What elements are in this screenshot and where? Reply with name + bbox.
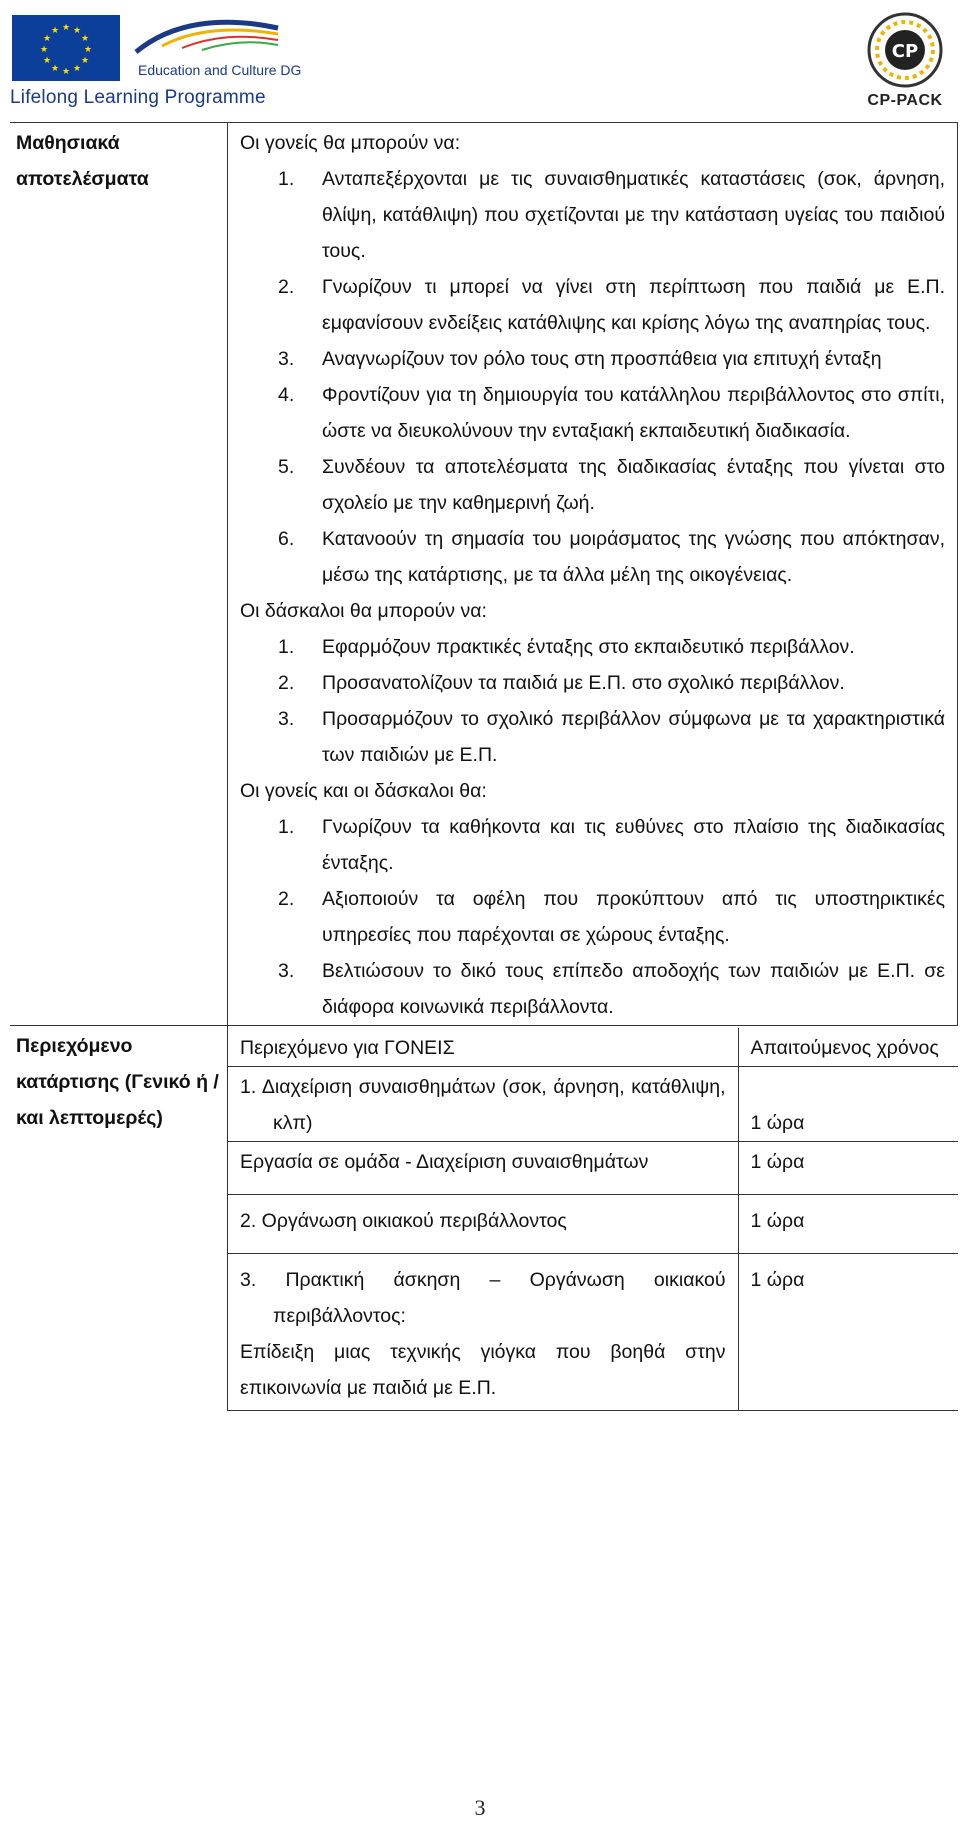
eu-llp-logo [10, 12, 302, 112]
svg-text:★: ★ [39, 45, 49, 55]
row-text: 3. Πρακτική άσκηση – Οργάνωση οικιακού περιβάλλοντος: [240, 1269, 726, 1327]
cp-pack-label: CP-PACK [867, 92, 943, 109]
list-item [278, 953, 945, 1025]
item-number: 3. [278, 960, 295, 982]
list-item [278, 269, 945, 341]
list-item [278, 809, 945, 881]
svg-text:★: ★ [50, 64, 60, 74]
training-content-row [10, 1026, 958, 1412]
svg-text:★: ★ [80, 34, 90, 44]
item-text: Αναγνωρίζουν τον ρόλο τους στη προσπάθεια για επιτυχή ένταξη [322, 348, 882, 370]
list-item [278, 629, 945, 665]
learning-outcomes-row [10, 123, 958, 1026]
eu-flag-icon [12, 15, 120, 81]
svg-text:★: ★ [83, 45, 93, 55]
item-text: Προσανατολίζουν τα παιδιά με Ε.Π. στο σχολικό περιβάλλον. [322, 672, 845, 694]
table-row [228, 1067, 958, 1142]
row-subtext: Επίδειξη μιας τεχνικής γιόγκα που βοηθά στην επικοινωνία με παιδιά με Ε.Π. [240, 1341, 726, 1399]
item-text: Γνωρίζουν τα καθήκοντα και τις ευθύνες στο πλαίσιο της διαδικασίας ένταξης. [322, 816, 945, 874]
svg-text:CP: CP [891, 41, 919, 62]
item-text: Βελτιώσουν το δικό τους επίπεδο αποδοχής των παιδιών με Ε.Π. σε διάφορα κοινωνικά περιβάλλοντα. [322, 960, 945, 1018]
svg-text:★: ★ [80, 56, 90, 66]
item-number: 4. [278, 384, 295, 406]
item-number: 2. [278, 888, 295, 910]
list-item [278, 665, 945, 701]
svg-text:★: ★ [42, 56, 52, 66]
list-item [278, 449, 945, 521]
time-header: Απαιτούμενος χρόνος [738, 1028, 958, 1067]
content-header: Περιεχόμενο για ΓΟΝΕΙΣ [228, 1028, 738, 1067]
teachers-outcomes-list [240, 629, 945, 773]
table-header-row [228, 1028, 958, 1067]
page-number: 3 [474, 1795, 486, 1820]
svg-text:★: ★ [72, 64, 82, 74]
parents-teachers-outcomes-list [240, 809, 945, 1025]
group-intro: Οι γονείς και οι δάσκαλοι θα: [240, 780, 487, 802]
cp-pack-emblem-icon [858, 10, 952, 90]
table-row [228, 1254, 958, 1411]
item-text: Προσαρμόζουν το σχολικό περιβάλλον σύμφωνα με τα χαρακτηριστικά των παιδιών με Ε.Π. [322, 708, 945, 766]
item-number: 1. [278, 816, 295, 838]
learning-outcomes-label: Μαθησιακά αποτελέσματα [10, 123, 228, 1026]
item-text: Γνωρίζουν τι μπορεί να γίνει στη περίπτωση που παιδιά με Ε.Π. εμφανίσουν ενδείξεις κατάθλιψης και κρίσης λόγω της αναπηρίας τους. [322, 276, 945, 334]
item-number: 6. [278, 528, 295, 550]
list-item [278, 521, 945, 593]
item-number: 3. [278, 708, 295, 730]
list-item [278, 701, 945, 773]
dg-label: Education and Culture DG [138, 62, 302, 78]
svg-text:★: ★ [61, 23, 71, 33]
row-time: 1 ώρα [738, 1142, 958, 1195]
item-number: 1. [278, 168, 295, 190]
training-content-label: Περιεχόμενο κατάρτισης (Γενικό ή / και λεπτομερές) [10, 1026, 228, 1412]
item-text: Φροντίζουν για τη δημιουργία του κατάλληλου περιβάλλοντος στο σπίτι, ώστε να διευκολύνουν την ενταξιακή εκπαιδευτική διαδικασία. [322, 384, 945, 442]
item-number: 3. [278, 348, 295, 370]
learning-outcomes-content [228, 123, 958, 1026]
row-time: 1 ώρα [738, 1067, 958, 1142]
item-text: Κατανοούν τη σημασία του μοιράσματος της γνώσης που απόκτησαν, μέσω της κατάρτισης, με τα άλλα μέλη της οικογένειας. [322, 528, 945, 586]
svg-text:★: ★ [42, 34, 52, 44]
row-time: 1 ώρα [738, 1195, 958, 1254]
row-text: Εργασία σε ομάδα - Διαχείριση συναισθημάτων [240, 1151, 649, 1173]
item-number: 1. [278, 636, 295, 658]
row-text: 1. Διαχείριση συναισθημάτων (σοκ, άρνηση, κατάθλιψη, κλπ) [240, 1076, 726, 1134]
swoosh-icon [132, 12, 282, 60]
item-text: Συνδέουν τα αποτελέσματα της διαδικασίας ένταξης που γίνεται στο σχολείο με την καθημερινή ζωή. [322, 456, 945, 514]
table-row [228, 1142, 958, 1195]
row-time: 1 ώρα [738, 1254, 958, 1411]
table-row [228, 1195, 958, 1254]
item-number: 2. [278, 276, 295, 298]
training-content-table [228, 1028, 958, 1411]
list-item [278, 377, 945, 449]
cp-pack-logo [858, 10, 952, 118]
group-intro: Οι γονείς θα μπορούν να: [240, 132, 461, 154]
program-label: Lifelong Learning Programme [10, 87, 266, 108]
list-item [278, 161, 945, 269]
list-item [278, 881, 945, 953]
module-table [10, 122, 958, 1411]
item-text: Ανταπεξέρχονται με τις συναισθηματικές καταστάσεις (σοκ, άρνηση, θλίψη, κατάθλιψη) που σχετίζονται με την κατάσταση υγείας του παιδιού τους. [322, 168, 945, 262]
training-content-cell [228, 1026, 958, 1412]
item-text: Εφαρμόζουν πρακτικές ένταξης στο εκπαιδευτικό περιβάλλον. [322, 636, 855, 658]
item-number: 2. [278, 672, 295, 694]
list-item [278, 341, 945, 377]
item-number: 5. [278, 456, 295, 478]
row-text: 2. Οργάνωση οικιακού περιβάλλοντος [228, 1195, 738, 1254]
svg-text:★: ★ [72, 26, 82, 36]
parents-outcomes-list [240, 161, 945, 593]
svg-text:★: ★ [61, 67, 71, 77]
item-text: Αξιοποιούν τα οφέλη που προκύπτουν από τις υποστηρικτικές υπηρεσίες που παρέχονται σε χώρους ένταξης. [322, 888, 945, 946]
group-intro: Οι δάσκαλοι θα μπορούν να: [240, 600, 487, 622]
svg-text:★: ★ [50, 26, 60, 36]
